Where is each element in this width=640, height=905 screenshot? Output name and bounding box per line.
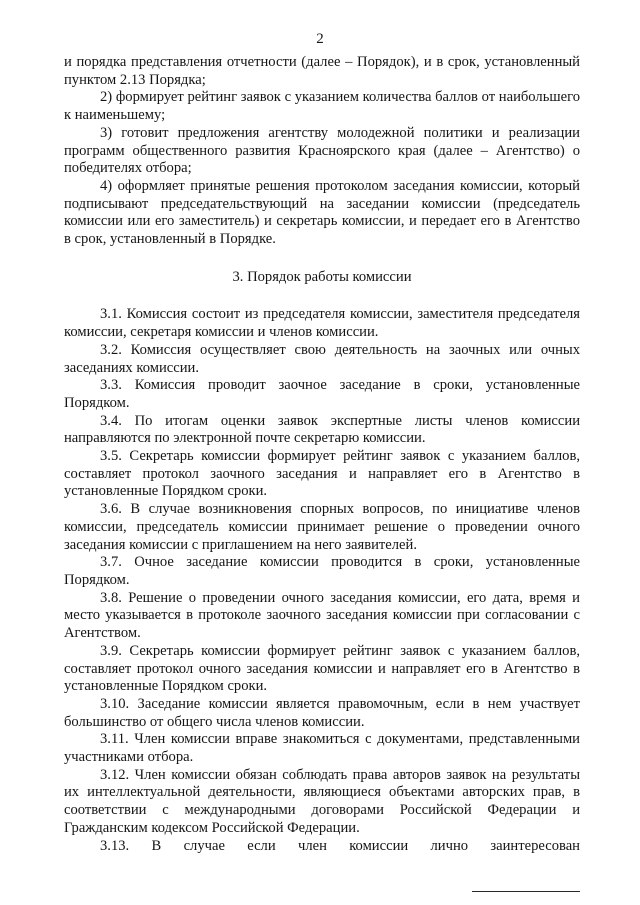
clause-3-10: 3.10. Заседание комиссии является правомочным, если в нем участвует большинство от общего числа членов комиссии. <box>64 695 580 730</box>
clause-3-1: 3.1. Комиссия состоит из председателя комиссии, заместителя председателя комиссии, секретаря комиссии и членов комиссии. <box>64 306 580 341</box>
paragraph-item-4: 4) оформляет принятые решения протоколом заседания комиссии, который подписывают председательствующий на заседании комиссии (председатель комиссии или его заместитель) и секретарь комиссии, и передает его в Агентство в срок, установленный в Порядке. <box>64 177 580 248</box>
clause-3-12: 3.12. Член комиссии обязан соблюдать права авторов заявок на результаты их интеллектуальной деятельности, являющиеся объектами авторских прав, в соответствии с международными договорами Российской Федерации и Гражданским кодексом Российской Федерации. <box>64 766 580 836</box>
clause-3-9: 3.9. Секретарь комиссии формирует рейтинг заявок с указанием баллов, составляет протокол очного заседания комиссии и направляет его в Агентство в установленные Порядком сроки. <box>64 642 580 695</box>
clause-3-6: 3.6. В случае возникновения спорных вопросов, по инициативе членов комиссии, председатель комиссии принимает решение о проведении очного заседания комиссии с приглашением на него заявителей. <box>64 501 580 553</box>
clause-3-8: 3.8. Решение о проведении очного заседания комиссии, его дата, время и место указывается в протоколе заочного заседания комиссии при согласовании с Агентством. <box>64 589 580 642</box>
document-body <box>64 54 580 855</box>
clause-3-3: 3.3. Комиссия проводит заочное заседание в сроки, установленные Порядком. <box>64 377 580 411</box>
clause-3-7: 3.7. Очное заседание комиссии проводится в сроки, установленные Порядком. <box>64 554 580 588</box>
page-number: 2 <box>316 31 324 47</box>
clause-3-2: 3.2. Комиссия осуществляет свою деятельность на заочных или очных заседаниях комиссии. <box>64 341 580 376</box>
clause-3-11: 3.11. Член комиссии вправе знакомиться с документами, представленными участниками отбора. <box>64 731 580 766</box>
clause-3-13: 3.13. В случае если член комиссии лично заинтересован <box>100 837 580 854</box>
section-heading: 3. Порядок работы комиссии <box>232 268 412 285</box>
paragraph-item-3: 3) готовит предложения агентству молодежной политики и реализации программ общественного развития Красноярского края (далее – Агентство) о победителях отбора; <box>64 124 580 177</box>
clause-3-4: 3.4. По итогам оценки заявок экспертные листы членов комиссии направляются по электронной почте секретарю комиссии. <box>64 412 580 447</box>
paragraph-order-continuation: и порядка представления отчетности (далее – Порядок), и в срок, установленный пунктом 2.13 Порядка; <box>64 54 580 88</box>
paragraph-item-2: 2) формирует рейтинг заявок с указанием количества баллов от наибольшего к наименьшему; <box>64 89 580 124</box>
footer-rule <box>472 891 580 892</box>
clause-3-5: 3.5. Секретарь комиссии формирует рейтинг заявок с указанием баллов, составляет протокол заочного заседания и направляет его в Агентство в установленные Порядком сроки. <box>64 448 580 500</box>
